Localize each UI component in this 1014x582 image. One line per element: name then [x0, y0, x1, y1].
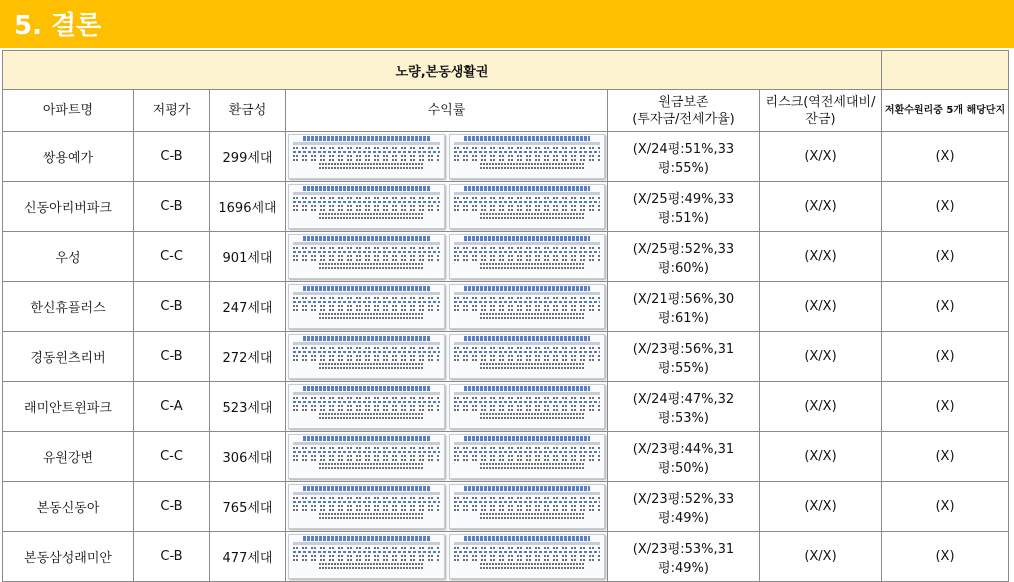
apartment-name: 본동삼성래미안 [3, 532, 134, 582]
yield-images [286, 182, 608, 232]
yield-table-thumbnail [449, 184, 606, 229]
yield-images [286, 332, 608, 382]
undervalued-grade: C-B [134, 132, 210, 182]
household-count: 247세대 [210, 282, 286, 332]
principal-ratio: (X/24평:47%,32평:53%) [608, 382, 760, 432]
undervalued-grade: C-B [134, 332, 210, 382]
undervalued-grade: C-B [134, 482, 210, 532]
col-header-liquidity: 환금성 [210, 90, 286, 132]
col-header-risk: 리스크(역전세대비/ 잔금) [760, 90, 882, 132]
risk-value: (X/X) [760, 132, 882, 182]
match-value: (X) [882, 282, 1009, 332]
yield-table-thumbnail [288, 134, 445, 179]
risk-value: (X/X) [760, 282, 882, 332]
header-bar [0, 0, 1014, 48]
principal-ratio: (X/23평:52%,33평:49%) [608, 482, 760, 532]
household-count: 272세대 [210, 332, 286, 382]
yield-images [286, 132, 608, 182]
risk-value: (X/X) [760, 382, 882, 432]
yield-table-thumbnail [449, 334, 606, 379]
table-row [3, 432, 1009, 482]
region-header: 노량,본동생활권 [3, 51, 882, 90]
table-row [3, 532, 1009, 582]
apartment-name: 신동아리버파크 [3, 182, 134, 232]
table-row [3, 232, 1009, 282]
yield-table-thumbnail [288, 284, 445, 329]
apartment-name: 래미안트윈파크 [3, 382, 134, 432]
yield-table-thumbnail [288, 184, 445, 229]
col-header-principal: 원금보존 (투자금/전세가율) [608, 90, 760, 132]
match-value: (X) [882, 532, 1009, 582]
principal-ratio: (X/23평:44%,31평:50%) [608, 432, 760, 482]
table-row [3, 182, 1009, 232]
table-row [3, 282, 1009, 332]
household-count: 765세대 [210, 482, 286, 532]
undervalued-grade: C-B [134, 532, 210, 582]
match-value: (X) [882, 382, 1009, 432]
yield-images [286, 482, 608, 532]
undervalued-grade: C-C [134, 432, 210, 482]
risk-value: (X/X) [760, 332, 882, 382]
apartment-name: 유원강변 [3, 432, 134, 482]
household-count: 901세대 [210, 232, 286, 282]
match-value: (X) [882, 182, 1009, 232]
match-value: (X) [882, 482, 1009, 532]
yield-table-thumbnail [288, 384, 445, 429]
yield-table-thumbnail [449, 534, 606, 579]
household-count: 477세대 [210, 532, 286, 582]
region-header-blank [882, 51, 1009, 90]
household-count: 306세대 [210, 432, 286, 482]
undervalued-grade: C-B [134, 182, 210, 232]
match-value: (X) [882, 232, 1009, 282]
principal-ratio: (X/23평:56%,31평:55%) [608, 332, 760, 382]
yield-table-thumbnail [288, 534, 445, 579]
yield-images [286, 382, 608, 432]
match-value: (X) [882, 132, 1009, 182]
col-header-undervalued: 저평가 [134, 90, 210, 132]
household-count: 1696세대 [210, 182, 286, 232]
match-value: (X) [882, 432, 1009, 482]
risk-value: (X/X) [760, 482, 882, 532]
principal-ratio: (X/24평:51%,33평:55%) [608, 132, 760, 182]
risk-value: (X/X) [760, 432, 882, 482]
yield-table-thumbnail [449, 284, 606, 329]
apartment-name: 경동윈츠리버 [3, 332, 134, 382]
yield-table-thumbnail [288, 434, 445, 479]
yield-table-thumbnail [449, 234, 606, 279]
undervalued-grade: C-C [134, 232, 210, 282]
yield-images [286, 532, 608, 582]
principal-ratio: (X/23평:53%,31평:49%) [608, 532, 760, 582]
principal-ratio: (X/25평:52%,33평:60%) [608, 232, 760, 282]
conclusion-table [2, 50, 1009, 582]
yield-table-thumbnail [449, 134, 606, 179]
yield-images [286, 432, 608, 482]
undervalued-grade: C-A [134, 382, 210, 432]
col-header-match: 저환수원리중 5개 해당단지 [882, 90, 1009, 132]
yield-table-thumbnail [288, 334, 445, 379]
household-count: 299세대 [210, 132, 286, 182]
risk-value: (X/X) [760, 182, 882, 232]
table-row [3, 482, 1009, 532]
table-row [3, 332, 1009, 382]
apartment-name: 쌍용예가 [3, 132, 134, 182]
apartment-name: 우성 [3, 232, 134, 282]
table-row [3, 132, 1009, 182]
yield-table-thumbnail [288, 234, 445, 279]
apartment-name: 한신휴플러스 [3, 282, 134, 332]
table-row [3, 382, 1009, 432]
section-title: 5. 결론 [14, 11, 102, 41]
yield-table-thumbnail [449, 484, 606, 529]
principal-ratio: (X/21평:56%,30평:61%) [608, 282, 760, 332]
yield-table-thumbnail [449, 384, 606, 429]
match-value: (X) [882, 332, 1009, 382]
household-count: 523세대 [210, 382, 286, 432]
undervalued-grade: C-B [134, 282, 210, 332]
yield-images [286, 232, 608, 282]
yield-table-thumbnail [288, 484, 445, 529]
col-header-yield: 수익률 [286, 90, 608, 132]
yield-table-thumbnail [449, 434, 606, 479]
principal-ratio: (X/25평:49%,33평:51%) [608, 182, 760, 232]
yield-images [286, 282, 608, 332]
apartment-name: 본동신동아 [3, 482, 134, 532]
risk-value: (X/X) [760, 532, 882, 582]
risk-value: (X/X) [760, 232, 882, 282]
col-header-apartment: 아파트명 [3, 90, 134, 132]
